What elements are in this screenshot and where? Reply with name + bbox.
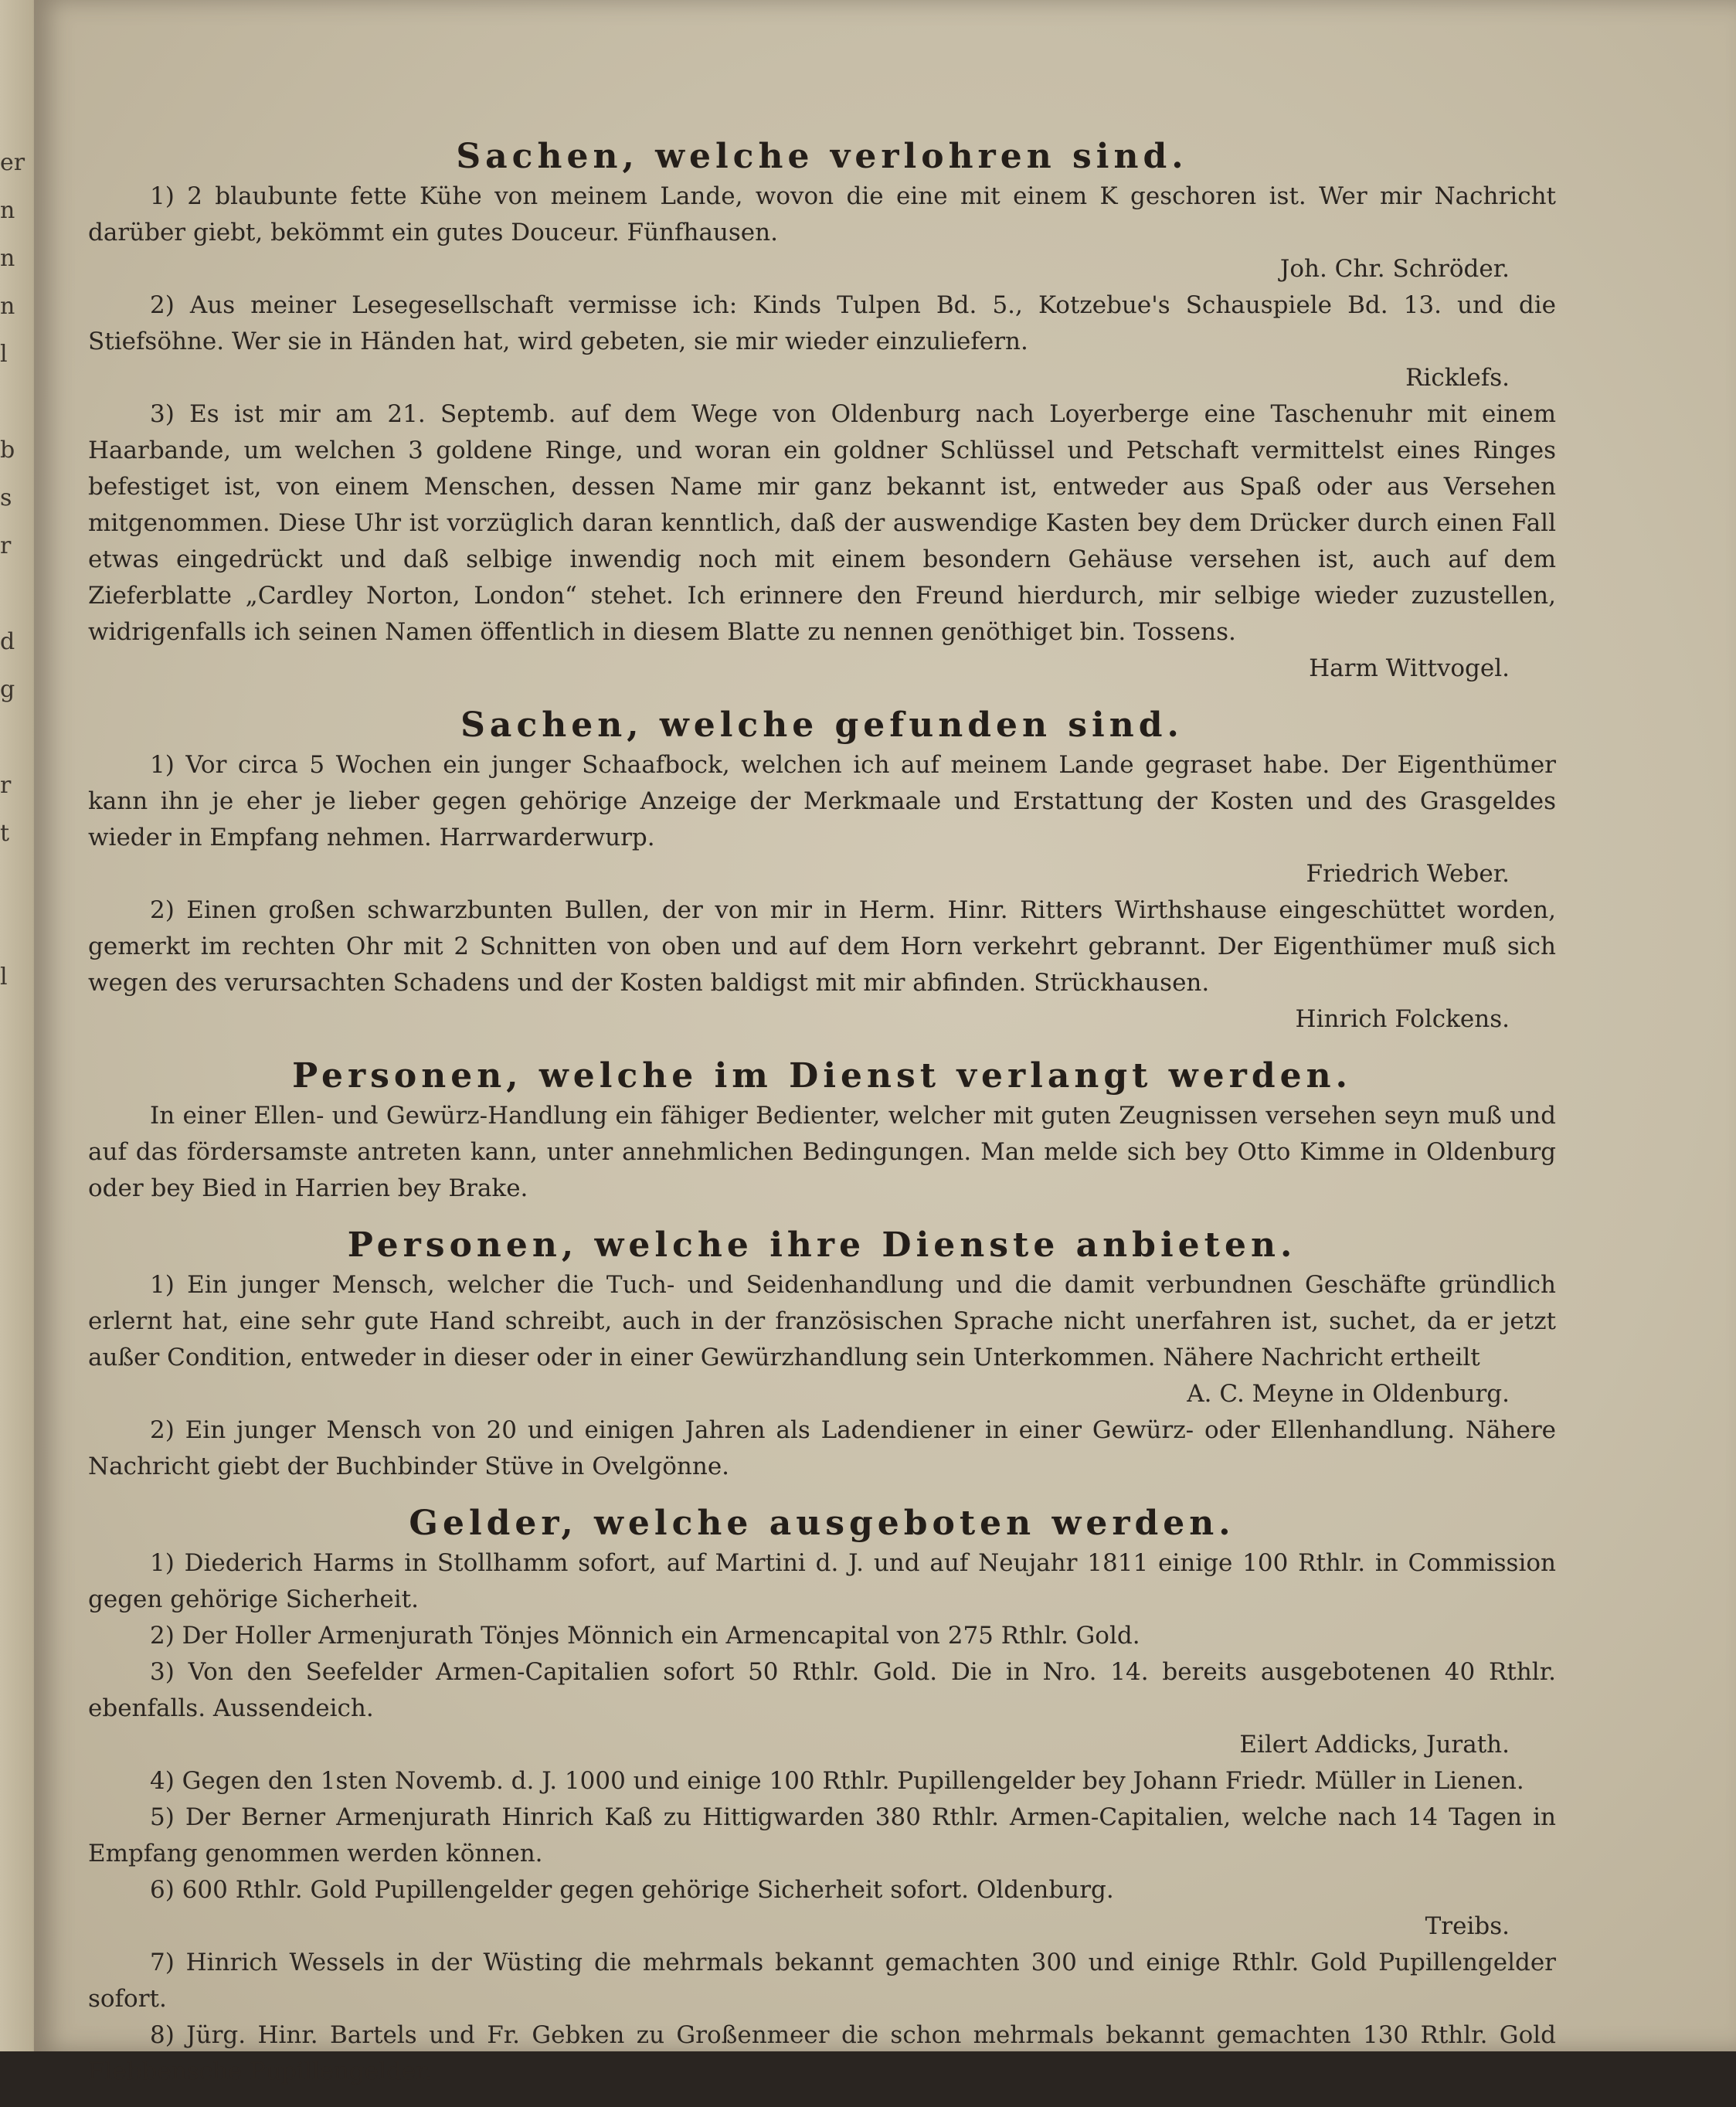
spine-letter [0,1241,17,1289]
spine-letter [0,906,17,953]
notice-signature: Friedrich Weber. [1306,860,1510,888]
section-money-offered [88,1502,1556,2090]
notice-signature: Eilert Addicks, Jurath. [1239,1731,1510,1759]
spine-letter: n [0,293,15,320]
notice-signature: Ricklefs. [1405,364,1510,392]
spine-letter [0,858,17,906]
page-content [88,135,1556,2107]
section-heading: Personen, welche ihre Dienste anbieten. [347,1225,1297,1265]
spine-letter [0,714,17,762]
spine-letter: l [0,341,8,368]
section-lost-items [88,135,1556,687]
notice-text: 2) Aus meiner Lesegesellschaft vermisse ich: Kinds Tulpen Bd. 5., Kotzebue's Schauspiele Bd. 13. und die Stiefsöhne. Wer sie in Händen hat, wird gebeten, sie mir wieder einzuliefern. [88,291,1556,355]
notice-text: 7) Hinrich Wessels in der Wüsting die mehrmals bekannt gemachten 300 und einige Rthlr. Gold Pupillengelder sofort. [88,1949,1556,2013]
spine-letter: r [0,532,12,559]
spine-letter [0,570,17,618]
spine-letter: n [0,197,15,224]
notice-text: 3) Von den Seefelder Armen-Capitalien sofort 50 Rthlr. Gold. Die in Nro. 14. bereits ausgebotenen 40 Rthlr. ebenfalls. Aussendeich. [88,1658,1556,1722]
section-heading: Sachen, welche gefunden sind. [460,705,1184,745]
notice-text: 1) Ein junger Mensch, welcher die Tuch- und Seidenhandlung und die damit verbundnen Geschäfte gründlich erlernt hat, eine sehr gute Hand schreibt, auch in der französischen Sprache nicht unerfahren ist, suchet, da er jetzt außer Condition, entweder in dieser oder in einer Gewürzhandlung sein Unterkommen. Nähere Nachricht ertheilt [88,1271,1556,1371]
spine-letter [0,1145,17,1193]
notice-text: 4) Gegen den 1sten Novemb. d. J. 1000 und einige 100 Rthlr. Pupillengelder bey Johann Friedr. Müller in Lienen. [150,1767,1524,1795]
spine-letter: n [0,245,15,272]
spine-letter: t [0,820,10,847]
notice-signature: Treibs. [1425,1912,1510,1940]
section-found-items [88,704,1556,1038]
notice-text: 8) Jürg. Hinr. Bartels und Fr. Gebken zu Großenmeer die schon mehrmals bekannt gemachten 130 Rthlr. Gold Flebbensche Pupillengelder. [88,2021,1556,2085]
notice-text: 1) Diederich Harms in Stollhamm sofort, auf Martini d. J. und auf Neujahr 1811 einige 100 Rthlr. in Commission gegen gehörige Sicherheit. [88,1549,1556,1613]
document-page [34,0,1736,2085]
section-heading: Gelder, welche ausgeboten werden. [409,1504,1235,1543]
spine-letter [0,1097,17,1145]
notice-signature: A. C. Meyne in Oldenburg. [1187,1380,1510,1408]
notice-text: 3) Es ist mir am 21. Septemb. auf dem Wege von Oldenburg nach Loyerberge eine Taschenuhr mit einem Haarbande, um welchen 3 goldene Ringe, und woran ein goldner Schlüssel und Petschaft vermittelst eines Ringes befestiget ist, von einem Menschen, dessen Name mir ganz bekannt ist, entweder aus Spaß oder aus Versehen mitgenommen. Diese Uhr ist vorzüglich daran kenntlich, daß der auswendige Kasten bey dem Drücker durch einen Fall etwas eingedrückt und daß selbige inwendig noch mit einem besondern Gehäuse versehen ist, auch auf dem Zieferblatte „Cardley Norton, London“ stehet. Ich erinnere den Freund hierdurch, mir selbige wieder zuzustellen, widrigenfalls ich seinen Namen öffentlich in diesem Blatte zu nennen genöthiget bin. Tossens. [88,400,1556,646]
spine-letter [0,1289,17,1337]
notice-text: 5) Der Berner Armenjurath Hinrich Kaß zu Hittigwarden 380 Rthlr. Armen-Capitalien, welche nach 14 Tagen in Empfang genommen werden können. [88,1803,1556,1867]
spine-letters [0,139,25,1385]
spine-letter: er [0,149,25,176]
spine-letter [0,1049,17,1097]
notice-text: 1) Vor circa 5 Wochen ein junger Schaafbock, welchen ich auf meinem Lande gegraset habe. Der Eigenthümer kann ihn je eher je lieber gegen gehörige Anzeige der Merkmaale und Erstattung der Kosten und des Grasgeldes wieder in Empfang nehmen. Harrwarderwurp. [88,751,1556,851]
spine-letter: r [0,772,12,799]
section-positions-wanted [88,1055,1556,1207]
notice-text: 2) Der Holler Armenjurath Tönjes Mönnich ein Armencapital von 275 Rthlr. Gold. [150,1622,1140,1650]
spine-letter: s [0,484,12,511]
spine-letter [0,1001,17,1049]
spine-letter: b [0,437,15,464]
spine-letter: l [0,963,8,991]
notice-text: 6) 600 Rthlr. Gold Pupillengelder gegen gehörige Sicherheit sofort. Oldenburg. [150,1876,1114,1904]
notice-text: 2) Einen großen schwarzbunten Bullen, der von mir in Herm. Hinr. Ritters Wirthshause eingeschüttet worden, gemerkt im rechten Ohr mit 2 Schnitten von oben und auf dem Horn verkehrt gebrannt. Der Eigenthümer muß sich wegen des verursachten Schadens und der Kosten baldigst mit mir abfinden. Strückhausen. [88,896,1556,997]
section-services-offered [88,1224,1556,1485]
notice-text: 1) 2 blaubunte fette Kühe von meinem Lande, wovon die eine mit einem K geschoren ist. Wer mir Nachricht darüber giebt, bekömmt ein gutes Douceur. Fünfhausen. [88,182,1556,246]
spine-letter: d [0,628,15,655]
section-heading: Personen, welche im Dienst verlangt werden. [292,1056,1352,1096]
notice-signature: Harm Wittvogel. [1309,654,1510,682]
spine-letter [0,379,17,426]
notice-text: 2) Ein junger Mensch von 20 und einigen Jahren als Ladendiener in einer Gewürz- oder Ellenhandlung. Nähere Nachricht giebt der Buchbinder Stüve in Ovelgönne. [88,1416,1556,1480]
spine-letter [0,1337,17,1385]
spine-letter: g [0,676,15,703]
notice-signature: Joh. Chr. Schröder. [1279,255,1510,283]
notice-text: In einer Ellen- und Gewürz-Handlung ein fähiger Bedienter, welcher mit guten Zeugnissen versehen seyn muß und auf das fördersamste antreten kann, unter annehmlichen Bedingungen. Man melde sich bey Otto Kimme in Oldenburg oder bey Bied in Harrien bey Brake. [88,1102,1556,1202]
notice-signature: Hinrich Folckens. [1295,1005,1510,1033]
spine-letter [0,1193,17,1241]
section-heading: Sachen, welche verlohren sind. [456,137,1188,176]
